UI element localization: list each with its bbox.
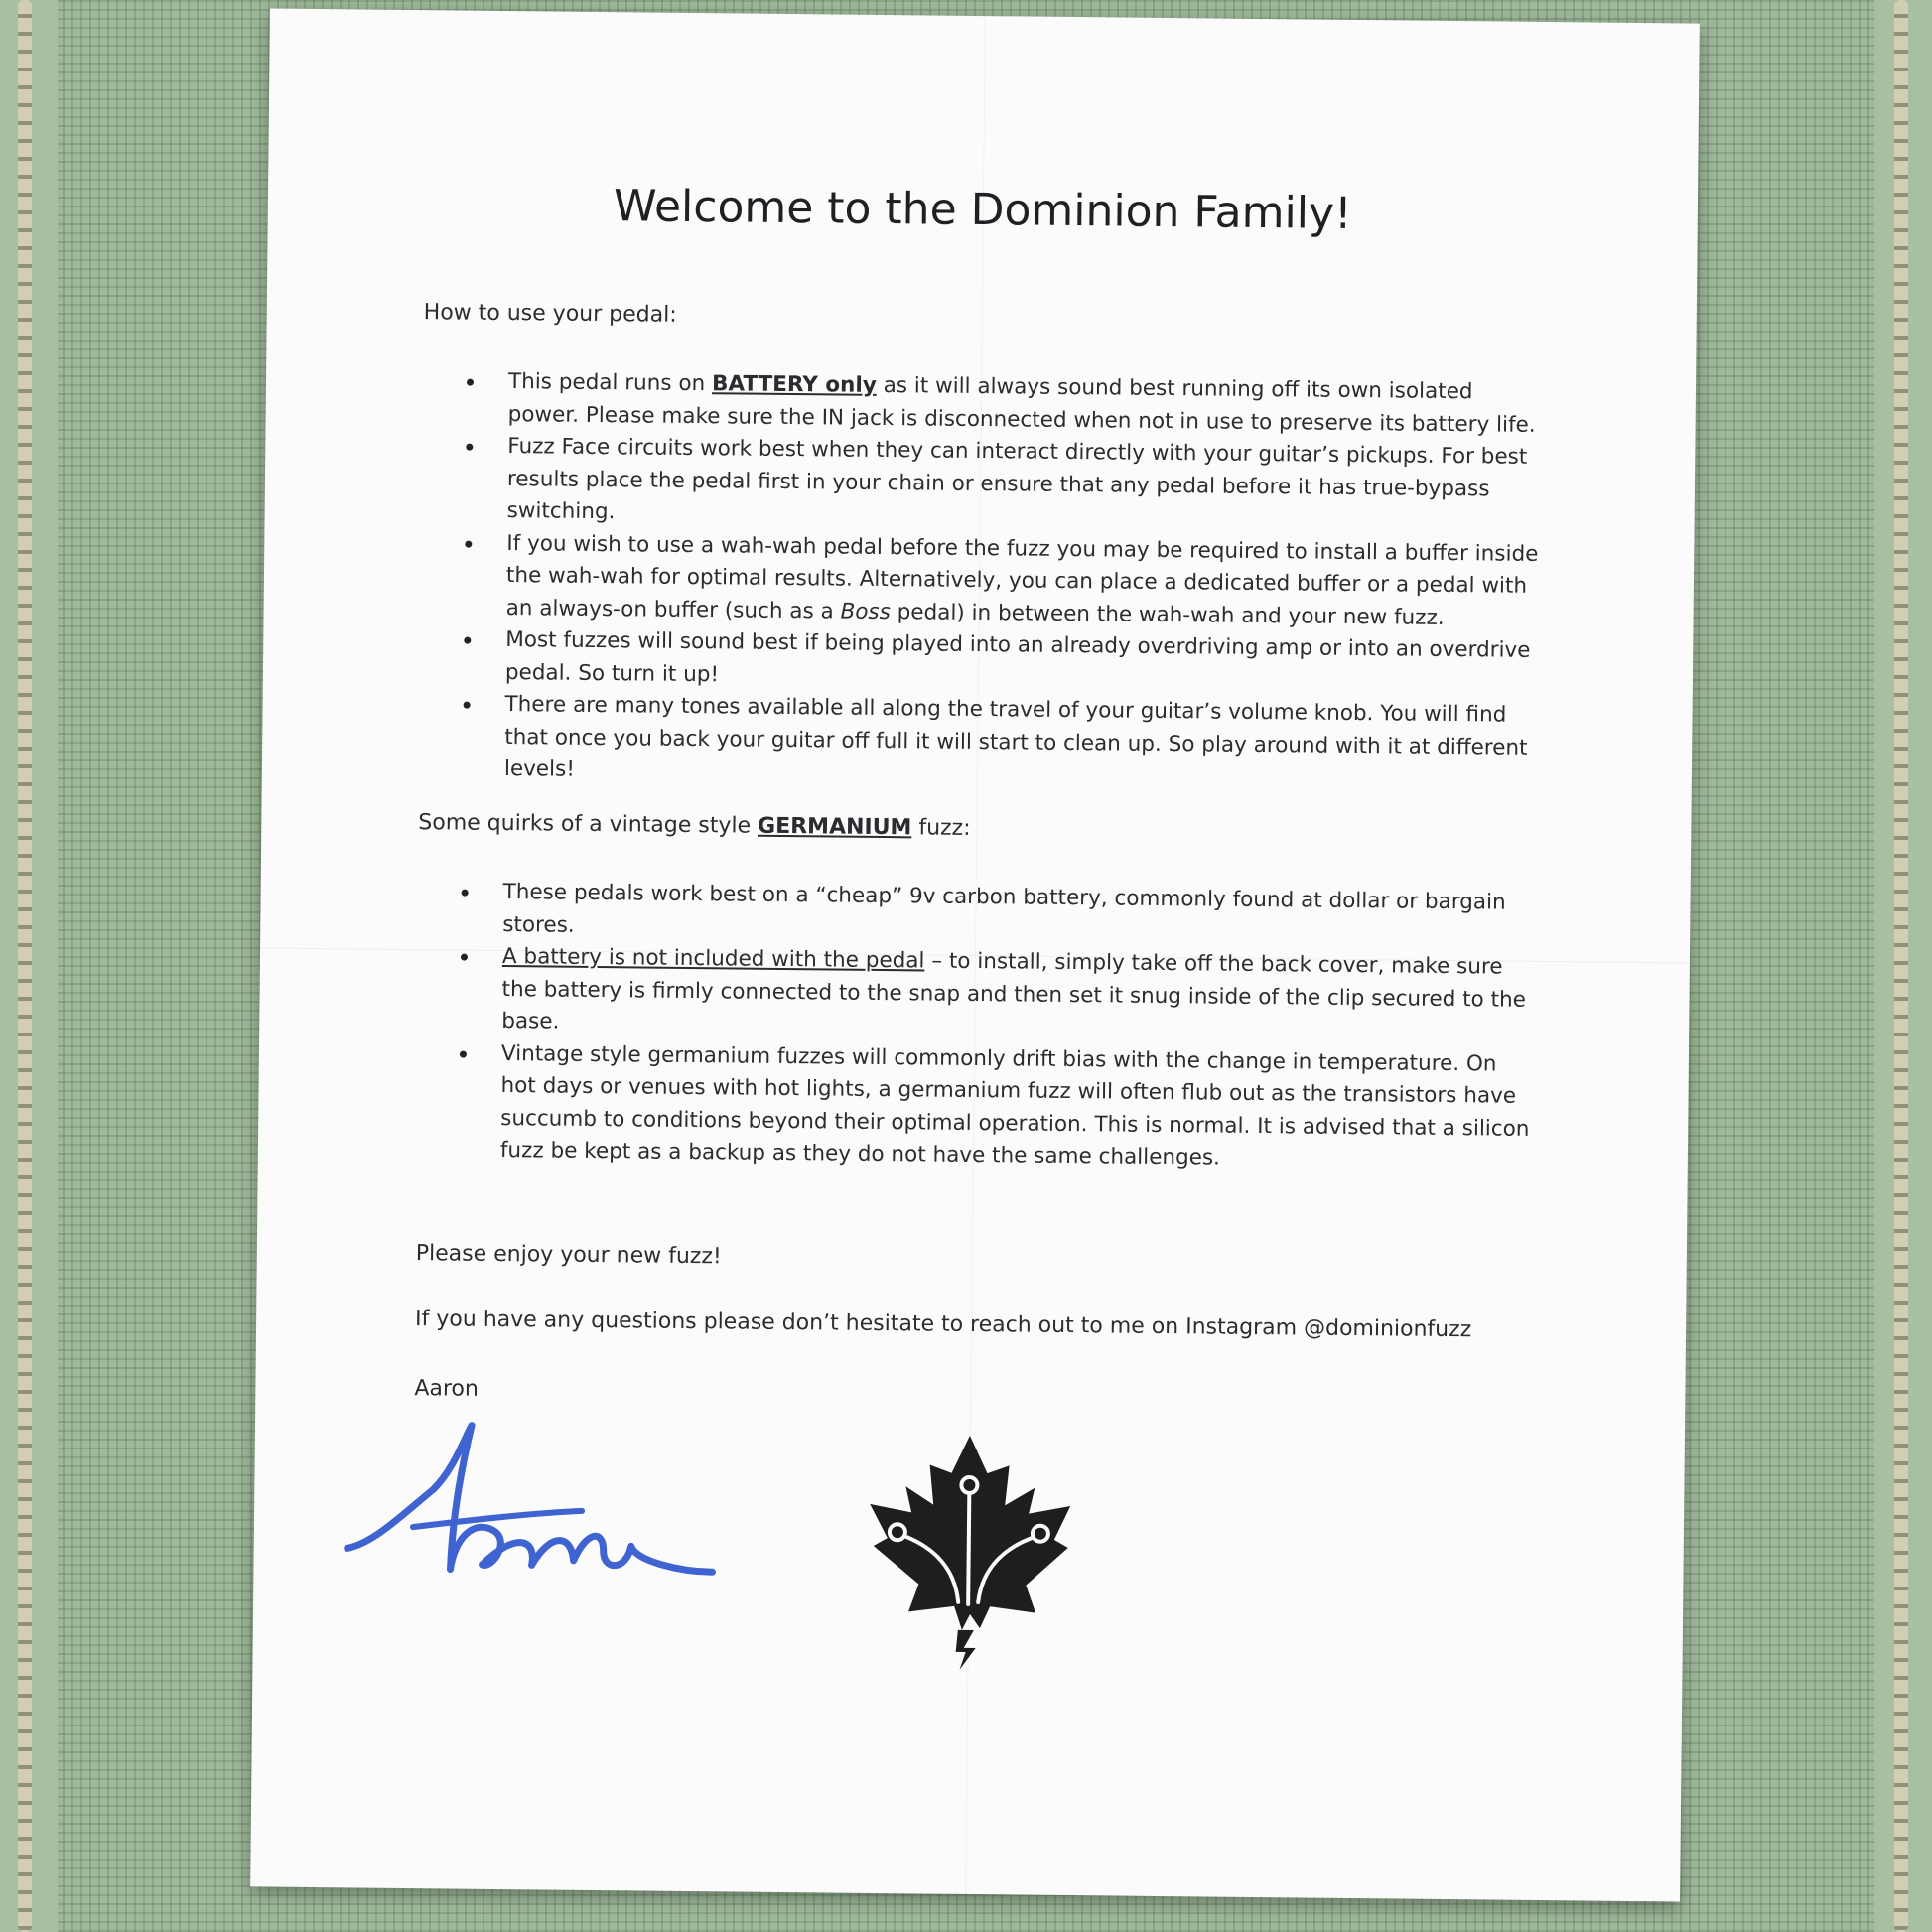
letter-title: Welcome to the Dominion Family! bbox=[613, 181, 1352, 239]
quirks-list bbox=[415, 876, 1540, 1177]
quirks-label bbox=[418, 810, 970, 841]
boss-emphasis: Boss bbox=[840, 599, 892, 624]
list-item bbox=[415, 1037, 1538, 1178]
item-text: as it will always sound best running off its own isolated power. Please make sure the IN jack is disconnected when not in use to preserve its battery life. bbox=[507, 372, 1536, 438]
sign-name: Aaron bbox=[414, 1376, 480, 1402]
battery-not-included-emphasis: A battery is not included with the pedal bbox=[501, 944, 925, 974]
letter-sheet bbox=[250, 9, 1700, 1902]
list-item bbox=[420, 623, 1543, 700]
contact-line: If you have any questions please don’t hesitate to reach out to me on Instagram @dominionfuzz bbox=[414, 1307, 1472, 1343]
item-text: This pedal runs on bbox=[507, 369, 713, 397]
how-to-list bbox=[419, 365, 1545, 796]
quirks-label-text: Some quirks of a vintage style bbox=[418, 810, 759, 839]
list-item bbox=[421, 430, 1544, 538]
left-stitching bbox=[18, 0, 32, 1932]
how-to-label: How to use your pedal: bbox=[423, 300, 677, 328]
list-item bbox=[419, 688, 1542, 796]
quirks-label-text: fuzz: bbox=[911, 815, 971, 841]
germanium-emphasis: GERMANIUM bbox=[757, 813, 912, 841]
maple-leaf-circuit-logo bbox=[858, 1435, 1079, 1675]
item-text: If you wish to use a wah-wah pedal before the fuzz you may be required to install a buffer inside the wah-wah for optimal results. Alternatively, you can place a dedicated buffer or a pedal with an always-on buffer (such as a bbox=[505, 530, 1539, 624]
item-text: pedal) in between the wah-wah and your new fuzz. bbox=[890, 599, 1445, 630]
item-text: There are many tones available all along the travel of your guitar’s volume knob. You will find that once you back your guitar off full it will start to clean up. So play around with it at different levels! bbox=[503, 692, 1528, 782]
item-text: These pedals work best on a “cheap” 9v carbon battery, commonly found at dollar or bargain stores. bbox=[502, 880, 1506, 938]
right-stitching bbox=[1894, 0, 1908, 1932]
enjoy-line: Please enjoy your new fuzz! bbox=[415, 1241, 722, 1270]
item-text: Vintage style germanium fuzzes will commonly drift bias with the change in temperature. On hot days or venues with hot lights, a germanium fuzz will often flub out as the transistors have succumb to conditions beyond their optimal operation. This is normal. It is advised that a silicon fuzz be kept as a backup as they do not have the same challenges. bbox=[499, 1040, 1530, 1171]
item-text: – to install, simply take off the back cover, make sure the battery is firmly connected to the snap and then set it snug inside of the clip secured to the base. bbox=[501, 948, 1527, 1035]
item-text: Fuzz Face circuits work best when they can interact directly with your guitar’s pickups. For best results place the pedal first in your chain or ensure that any pedal before it has true-bypass switching. bbox=[506, 434, 1528, 525]
handwritten-signature bbox=[343, 1419, 722, 1601]
battery-only-emphasis: BATTERY only bbox=[711, 371, 877, 398]
list-item bbox=[420, 527, 1543, 635]
list-item bbox=[423, 365, 1546, 442]
list-item bbox=[417, 876, 1540, 952]
item-text: Most fuzzes will sound best if being played into an already overdriving amp or into an overdrive pedal. So turn it up! bbox=[504, 627, 1531, 687]
list-item bbox=[416, 940, 1539, 1048]
